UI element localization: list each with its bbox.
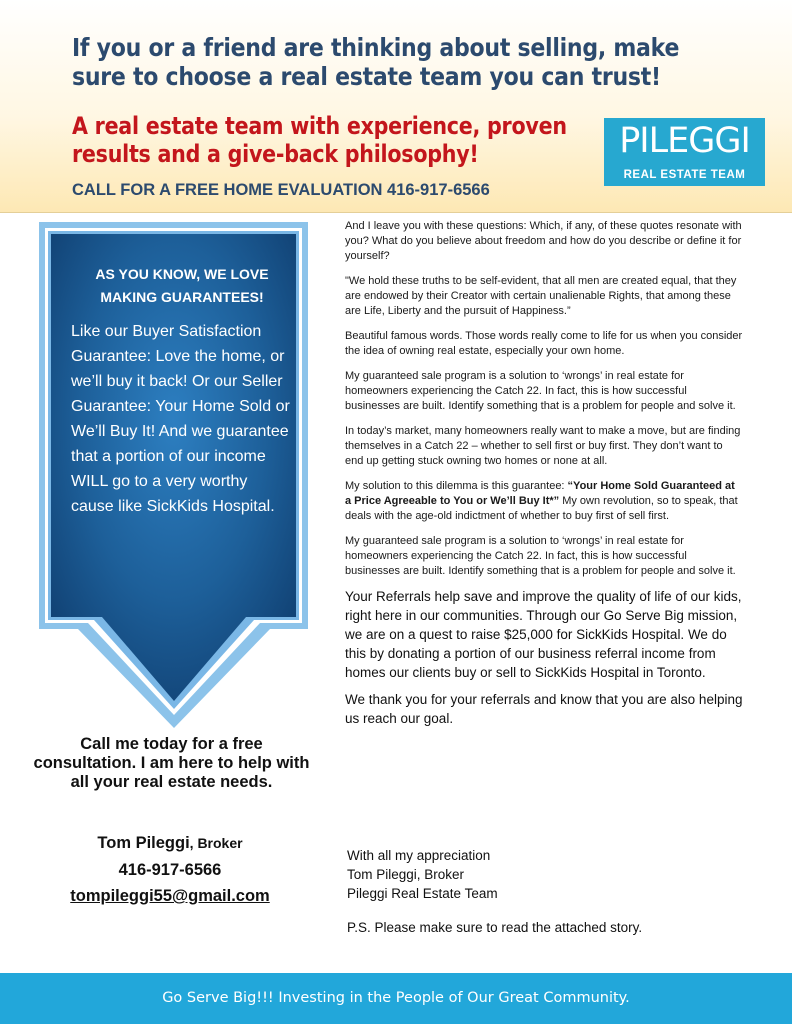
arrow-body-text: Like our Buyer Satisfaction Guarantee: Love the home, or we’ll buy it back! Or our Seller Guarantee: Your Home Sold or We’ll Buy It! And we guarantee that a portion of our income WILL go to a very worthy cause like SickKids Hospital. [71, 323, 290, 515]
arrow-heading: AS YOU KNOW, WE LOVE MAKING GUARANTEES! [95, 266, 269, 305]
signature-line-3: Pileggi Real Estate Team [347, 886, 498, 901]
footer-banner [0, 973, 792, 1024]
letter-paragraph-7: My guaranteed sale program is a solution to ‘wrongs’ in real estate for homeowners experiencing the Catch 22. In fact, this is how successful businesses are built. Identify something that is a problem for people and solve it. [345, 535, 736, 577]
header-banner [0, 0, 792, 213]
contact-title: , Broker [189, 835, 243, 851]
call-line: CALL FOR A FREE HOME EVALUATION 416-917-6566 [72, 181, 490, 199]
subheadline: A real estate team with experience, proven results and a give-back philosophy! [72, 112, 567, 168]
contact-name-line [40, 833, 300, 853]
signature-block [347, 846, 498, 903]
p6-lead: My solution to this dilemma is this guarantee: [345, 480, 568, 492]
letter-paragraph-3: Beautiful famous words. Those words really come to life for us when you consider the idea of owning real estate, especially your own home. [345, 330, 743, 357]
p6-tail: My own revolution, so to speak, that deals with the age-old indictment of whether to buy first of sell first. [345, 495, 738, 522]
letter-column [345, 219, 743, 736]
logo-name: PILEGGI [619, 121, 750, 161]
p6-guarantee-quote: “Your Home Sold Guaranteed at a Price Agreeable to You or We’ll Buy It*” [345, 480, 735, 507]
letter-paragraph-2: "We hold these truths to be self-evident, that all men are created equal, that they are endowed by their Creator with certain unalienable Rights, that among these are Life, Liberty and the pursuit of Happiness.” [345, 275, 737, 317]
headline: If you or a friend are thinking about selling, make sure to choose a real estate team you can trust! [72, 33, 680, 91]
contact-phone: 416-917-6566 [118, 861, 222, 879]
footer-text: Go Serve Big!!! Investing in the People of Our Great Community. [162, 990, 630, 1006]
contact-email-link[interactable]: tompileggi55@gmail.com [70, 887, 270, 905]
logo-subtitle: REAL ESTATE TEAM [623, 169, 746, 181]
thanks-paragraph: We thank you for your referrals and know that you are also helping us reach our goal. [345, 692, 743, 726]
letter-paragraph-4: My guaranteed sale program is a solution to ‘wrongs’ in real estate for homeowners experiencing the Catch 22. In fact, this is how successful businesses are built. Identify something that is a problem for people and solve it. [345, 370, 736, 412]
letter-paragraph-1: And I leave you with these questions: Which, if any, of these quotes resonate with you? What do you believe about freedom and how do you describe or define it for yourself? [345, 220, 742, 262]
letter-paragraph-5: In today’s market, many homeowners really want to make a move, but are finding themselves in a Catch 22 – whether to sell first or buy first. They don’t want to end up getting stuck owning two homes or none at all. [345, 425, 741, 467]
referrals-paragraph: Your Referrals help save and improve the quality of life of our kids, right here in our communities. Through our Go Serve Big mission, we are on a quest to raise $25,000 for SickKids Hospital. We do this by donating a portion of our business referral income from homes our clients buy or sell to SickKids Hospital in Toronto. [345, 589, 742, 680]
letter-paragraph-6 [345, 479, 743, 524]
signature-line-2: Tom Pileggi, Broker [347, 867, 465, 882]
signature-line-1: With all my appreciation [347, 848, 491, 863]
pileggi-logo [604, 118, 765, 186]
contact-name: Tom Pileggi [97, 834, 190, 852]
contact-block [40, 833, 300, 906]
postscript: P.S. Please make sure to read the attached story. [347, 920, 643, 935]
consultation-callout: Call me today for a free consultation. I am here to help with all your real estate needs. [33, 735, 310, 791]
